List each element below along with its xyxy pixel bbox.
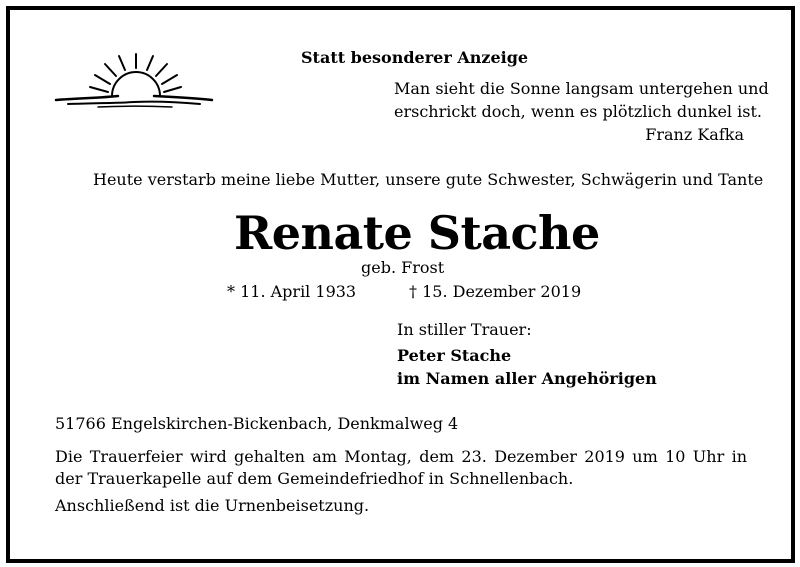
quote-line-1: Man sieht die Sonne langsam untergehen und — [394, 79, 769, 98]
address: 51766 Engelskirchen-Bickenbach, Denkmalweg 4 — [55, 414, 459, 433]
birth-date: * 11. April 1933 — [227, 282, 357, 301]
notice-title: Statt besonderer Anzeige — [301, 48, 529, 67]
sunset-icon — [50, 46, 220, 116]
quote-author: Franz Kafka — [645, 125, 744, 144]
maiden-name: geb. Frost — [361, 258, 445, 277]
burial-text: Anschließend ist die Urnenbeisetzung. — [55, 496, 370, 515]
intro-text: Heute verstarb meine liebe Mutter, unsere gute Schwester, Schwägerin und Tante — [93, 170, 764, 189]
mourners-label: In stiller Trauer: — [397, 320, 532, 339]
quote-line-2: erschrickt doch, wenn es plötzlich dunkel ist. — [394, 102, 762, 121]
mourner-family: im Namen aller Angehörigen — [397, 369, 657, 388]
death-date: † 15. Dezember 2019 — [409, 282, 582, 301]
mourner-name: Peter Stache — [397, 346, 512, 365]
ceremony-text: Die Trauerfeier wird gehalten am Montag, dem 23. Dezember 2019 um 10 Uhr in der Trauerkapelle auf dem Gemeindefriedhof in Schnellenbach. — [55, 447, 747, 488]
deceased-name: Renate Stache — [234, 206, 600, 260]
